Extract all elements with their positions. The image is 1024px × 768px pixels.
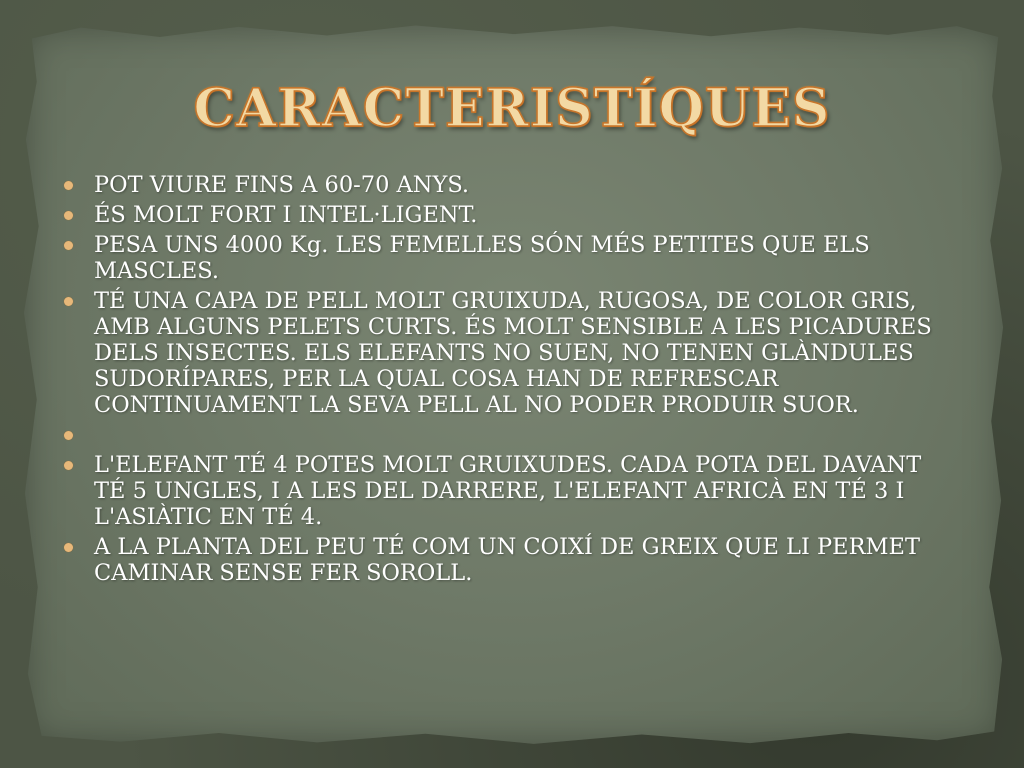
bullet-list <box>64 172 954 586</box>
bullet-text: L'ELEFANT TÉ 4 POTES MOLT GRUIXUDES. CADA POTA DEL DAVANT TÉ 5 UNGLES, I A LES DEL DARRERE, L'ELEFANT AFRICÀ EN TÉ 3 I L'ASIÀTIC EN TÉ 4. <box>94 452 922 530</box>
bullet-icon <box>64 297 73 306</box>
bullet-item <box>64 172 954 198</box>
bullet-icon <box>64 461 73 470</box>
bullet-icon <box>64 181 73 190</box>
bullet-icon <box>64 543 73 552</box>
bullet-text: A LA PLANTA DEL PEU TÉ COM UN COIXÍ DE GREIX QUE LI PERMET CAMINAR SENSE FER SOROLL. <box>94 534 920 586</box>
bullet-icon <box>64 431 73 440</box>
bullet-text: PESA UNS 4000 Kg. LES FEMELLES SÓN MÉS PETITES QUE ELS MASCLES. <box>94 232 870 284</box>
bullet-item <box>64 232 954 284</box>
bullet-icon <box>64 241 73 250</box>
bullet-text: TÉ UNA CAPA DE PELL MOLT GRUIXUDA, RUGOSA, DE COLOR GRIS, AMB ALGUNS PELETS CURTS. ÉS MOLT SENSIBLE A LES PICADURES DELS INSECTES. ELS ELEFANTS NO SUEN, NO TENEN GLÀNDULES SUDORÍPARES, PER LA QUAL COSA HAN DE REFRESCAR CONTINUAMENT LA SEVA PELL AL NO PODER PRODUIR SUOR. <box>94 288 932 418</box>
bullet-item <box>64 534 954 586</box>
slide-title: CARACTERISTÍQUES <box>193 78 831 139</box>
bullet-item-empty <box>64 422 954 448</box>
bullet-text: ÉS MOLT FORT I INTEL·LIGENT. <box>94 202 478 228</box>
bullet-item <box>64 288 954 418</box>
bullet-text: POT VIURE FINS A 60-70 ANYS. <box>94 172 470 198</box>
bullet-item <box>64 452 954 530</box>
bullet-icon <box>64 211 73 220</box>
slide-content <box>64 172 954 590</box>
bullet-item <box>64 202 954 228</box>
